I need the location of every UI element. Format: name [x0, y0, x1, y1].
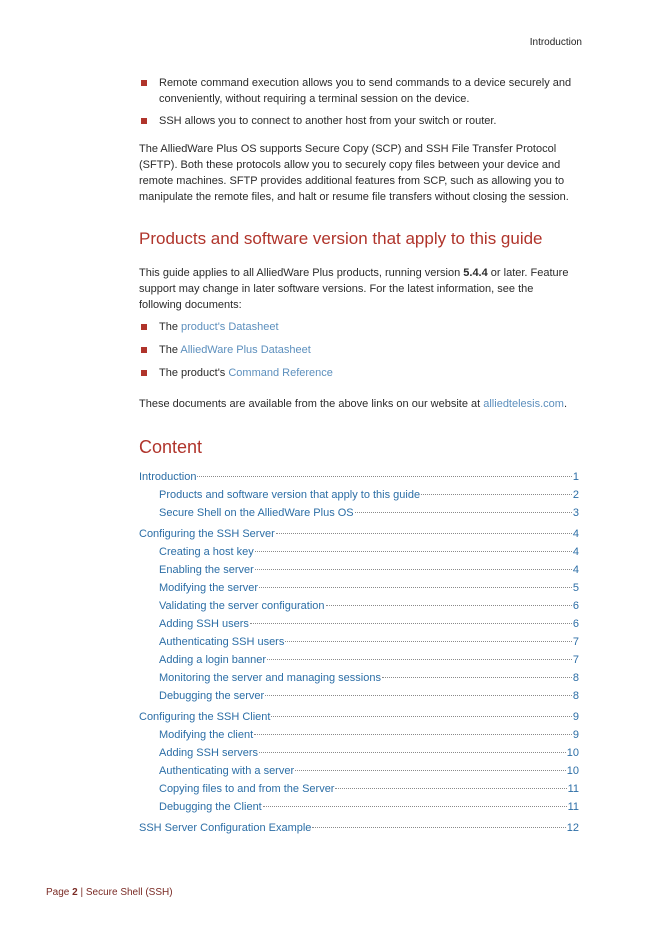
toc-entry-title: SSH Server Configuration Example — [139, 822, 312, 834]
toc-entry-page: 10 — [566, 747, 579, 759]
toc-entry-title: Validating the server configuration — [159, 600, 325, 612]
toc-entry-page: 6 — [572, 600, 579, 612]
toc-dot-leader — [265, 695, 572, 696]
toc-entry-title: Authenticating SSH users — [159, 636, 285, 648]
footer-doc-title: Secure Shell (SSH) — [85, 887, 173, 898]
list-item — [139, 113, 579, 129]
list-item: The product's Datasheet — [139, 319, 579, 335]
toc-entry-page: 6 — [572, 618, 579, 630]
toc-entry-title: Adding a login banner — [159, 654, 267, 666]
toc-entry-title: Modifying the client — [159, 729, 254, 741]
toc-dot-leader — [255, 551, 572, 552]
toc-entry-title: Enabling the server — [159, 564, 254, 576]
toc-entry-page: 1 — [572, 471, 579, 483]
toc-entry-title: Introduction — [139, 471, 197, 483]
toc-entry-page: 11 — [567, 783, 579, 795]
bullet-square-icon — [141, 370, 147, 376]
toc-entry-page: 9 — [572, 729, 579, 741]
toc-entry-page: 7 — [572, 654, 579, 666]
toc-dot-leader — [421, 494, 572, 495]
page-footer: Page 2 | Secure Shell (SSH) — [46, 887, 173, 898]
toc-entry-title: Copying files to and from the Server — [159, 783, 335, 795]
bullet-square-icon — [141, 347, 147, 353]
toc-entry-page: 5 — [572, 582, 579, 594]
toc-entry-title: Secure Shell on the AlliedWare Plus OS — [159, 507, 354, 519]
toc-entry[interactable] — [139, 561, 579, 579]
products-paragraph: This guide applies to all AlliedWare Plus products, running version 5.4.4 or later. Feature support may change in later software versions. For the latest information, see the following documents: — [139, 267, 569, 311]
toc-entry-page: 8 — [572, 690, 579, 702]
toc-entry[interactable] — [139, 579, 579, 597]
toc-dot-leader — [250, 623, 572, 624]
toc-dot-leader — [263, 806, 567, 807]
toc-entry-title: Products and software version that apply to this guide — [159, 489, 421, 501]
toc-entry-page: 11 — [567, 801, 579, 813]
toc-entry[interactable] — [139, 669, 579, 687]
toc-entry-title: Adding SSH users — [159, 618, 249, 630]
toc-dot-leader — [267, 659, 572, 660]
intro-bullet-list — [139, 75, 579, 129]
toc-entry[interactable] — [139, 597, 579, 615]
toc-entry[interactable] — [139, 486, 579, 504]
toc-entry-title: Adding SSH servers — [159, 747, 259, 759]
product-datasheet-link[interactable]: product's Datasheet — [181, 321, 279, 333]
toc-entry-page: 9 — [572, 711, 579, 723]
toc-entry-page: 7 — [572, 636, 579, 648]
version-number: 5.4.4 — [463, 267, 488, 279]
toc-dot-leader — [295, 770, 566, 771]
toc-dot-leader — [259, 587, 572, 588]
bullet-square-icon — [141, 324, 147, 330]
bullet-text: Remote command execution allows you to send commands to a device securely and conveniently, without requiring a terminal session on the device. — [159, 77, 572, 105]
toc-dot-leader — [326, 605, 572, 606]
content-heading: Content — [139, 437, 203, 457]
toc-dot-leader — [312, 827, 565, 828]
toc-entry[interactable] — [139, 525, 579, 543]
toc-dot-leader — [197, 476, 571, 477]
bullet-square-icon — [141, 80, 147, 86]
bullet-square-icon — [141, 118, 147, 124]
list-item — [139, 75, 579, 107]
toc-entry-title: Monitoring the server and managing sessions — [159, 672, 381, 684]
toc-entry[interactable] — [139, 651, 579, 669]
toc-entry-page: 2 — [572, 489, 579, 501]
toc-entry-title: Authenticating with a server — [159, 765, 295, 777]
toc-entry-title: Modifying the server — [159, 582, 259, 594]
toc-dot-leader — [259, 752, 566, 753]
toc-entry[interactable] — [139, 468, 579, 486]
toc-entry[interactable] — [139, 726, 579, 744]
list-item: The product's Command Reference — [139, 365, 579, 381]
command-reference-link[interactable]: Command Reference — [228, 367, 333, 379]
toc-dot-leader — [254, 734, 572, 735]
footer-page-number: 2 — [72, 887, 78, 898]
running-header: Introduction — [529, 37, 582, 48]
toc-dot-leader — [335, 788, 566, 789]
toc-dot-leader — [276, 533, 572, 534]
website-paragraph: These documents are available from the above links on our website at alliedtelesis.com. — [139, 398, 568, 410]
toc-dot-leader — [285, 641, 572, 642]
toc-entry[interactable] — [139, 504, 579, 522]
toc-entry-page: 8 — [572, 672, 579, 684]
toc-entry[interactable] — [139, 543, 579, 561]
toc-dot-leader — [382, 677, 572, 678]
toc-dot-leader — [355, 512, 572, 513]
toc-entry-page: 4 — [572, 564, 579, 576]
toc-entry[interactable] — [139, 615, 579, 633]
toc-entry-page: 4 — [572, 546, 579, 558]
toc-entry-title: Debugging the Client — [159, 801, 262, 813]
toc-entry[interactable] — [139, 744, 579, 762]
toc-entry[interactable] — [139, 633, 579, 651]
document-list — [139, 319, 579, 381]
toc-dot-leader — [255, 569, 572, 570]
toc-entry-page: 12 — [566, 822, 579, 834]
toc-entry-page: 3 — [572, 507, 579, 519]
toc-entry[interactable] — [139, 798, 579, 816]
toc-entry-page: 10 — [566, 765, 579, 777]
toc-entry[interactable] — [139, 708, 579, 726]
table-of-contents — [139, 468, 579, 837]
toc-entry-title: Configuring the SSH Client — [139, 711, 271, 723]
toc-entry-title: Creating a host key — [159, 546, 254, 558]
products-heading: Products and software version that apply to this guide — [139, 229, 543, 248]
page-body — [139, 75, 579, 837]
intro-paragraph: The AlliedWare Plus OS supports Secure Copy (SCP) and SSH File Transfer Protocol (SFTP). Both these protocols allow you to securely copy files between your device and remote machines. SFTP provides additional features from SCP, such as allowing you to manipulate the remote files, and halt or resume file transfers without closing the session. — [139, 143, 569, 203]
list-item: The AlliedWare Plus Datasheet — [139, 342, 579, 358]
website-link[interactable]: alliedtelesis.com — [483, 398, 564, 410]
bullet-text: SSH allows you to connect to another host from your switch or router. — [159, 115, 497, 127]
toc-entry-title: Debugging the server — [159, 690, 265, 702]
toc-entry[interactable] — [139, 687, 579, 705]
toc-entry[interactable] — [139, 780, 579, 798]
toc-entry-page: 4 — [572, 528, 579, 540]
alliedware-datasheet-link[interactable]: AlliedWare Plus Datasheet — [180, 344, 311, 356]
toc-entry[interactable] — [139, 819, 579, 837]
toc-dot-leader — [271, 716, 571, 717]
toc-entry-title: Configuring the SSH Server — [139, 528, 275, 540]
toc-entry[interactable] — [139, 762, 579, 780]
